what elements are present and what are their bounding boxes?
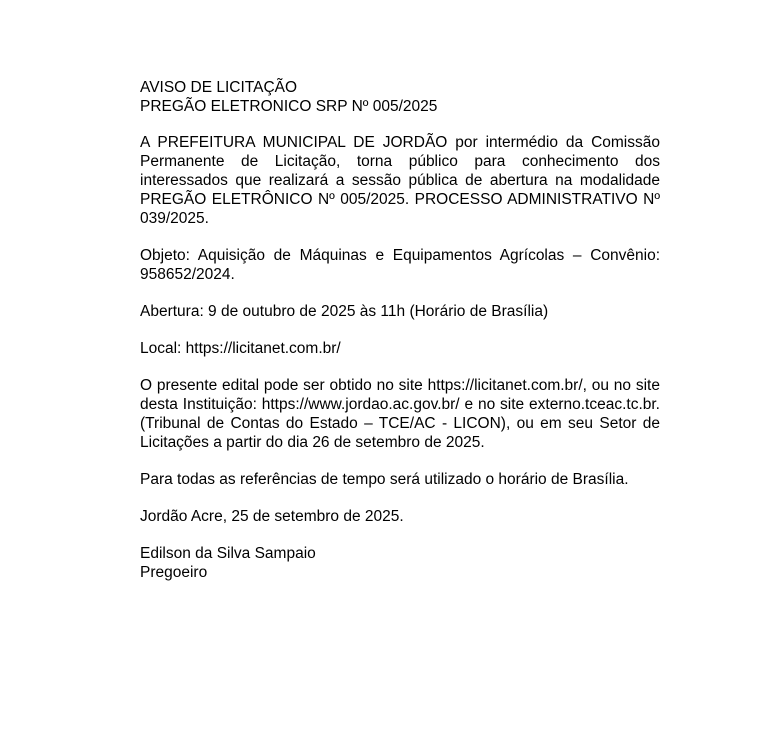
local-paragraph: Local: https://licitanet.com.br/ [140, 340, 341, 357]
notice-heading [140, 78, 660, 116]
place-date: Jordão Acre, 25 de setembro de 2025. [140, 508, 404, 525]
signature-block [140, 544, 660, 582]
objeto-paragraph: Objeto: Aquisição de Máquinas e Equipamentos Agrícolas – Convênio: 958652/2024. [140, 247, 660, 283]
notice-subtitle: PREGÃO ELETRONICO SRP Nº 005/2025 [140, 98, 438, 115]
notice-document [140, 78, 660, 582]
signatory-name: Edilson da Silva Sampaio [140, 545, 316, 562]
abertura-paragraph: Abertura: 9 de outubro de 2025 às 11h (Horário de Brasília) [140, 303, 549, 320]
signatory-role: Pregoeiro [140, 564, 208, 581]
notice-title: AVISO DE LICITAÇÃO [140, 79, 298, 96]
referencias-paragraph: Para todas as referências de tempo será utilizado o horário de Brasília. [140, 471, 629, 488]
edital-paragraph: O presente edital pode ser obtido no site https://licitanet.com.br/, ou no site desta Instituição: https://www.jordao.ac.gov.br/ e no site externo.tceac.tc.br. (Tribunal de Contas do Estado – TCE/AC - LICON), ou em seu Setor de Licitações a partir do dia 26 de setembro de 2025. [140, 377, 660, 451]
intro-paragraph: A PREFEITURA MUNICIPAL DE JORDÃO por intermédio da Comissão Permanente de Licitação, torna público para conhecimento dos interessados que realizará a sessão pública de abertura na modalidade PREGÃO ELETRÔNICO Nº 005/2025. PROCESSO ADMINISTRATIVO Nº 039/2025. [140, 134, 660, 227]
